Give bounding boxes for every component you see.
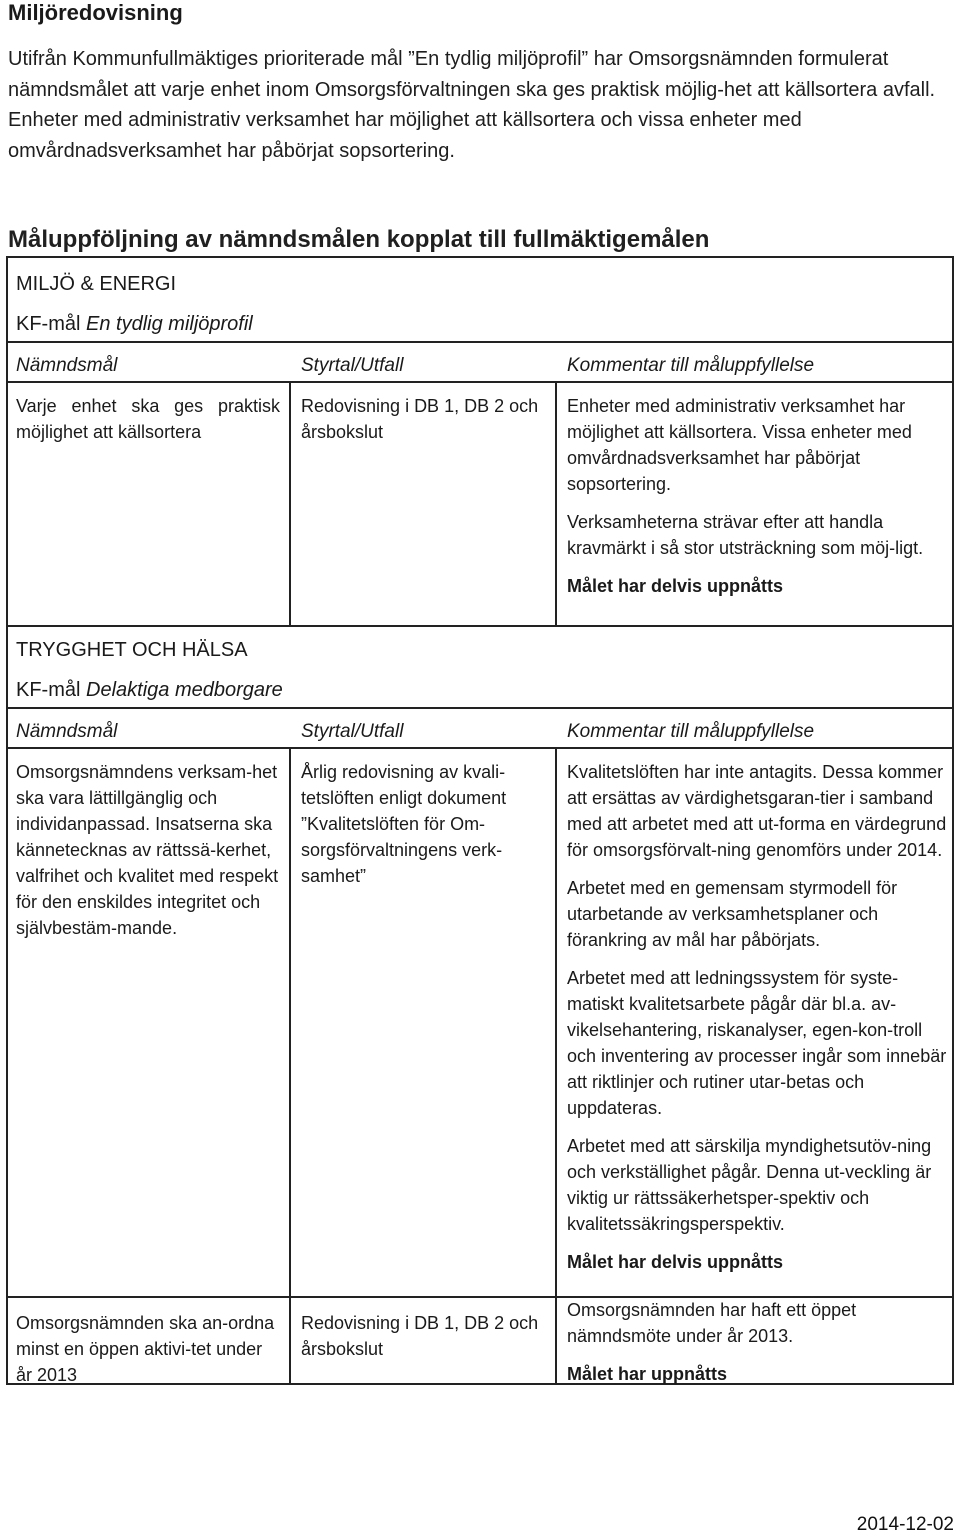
document-date: 2014-12-02 xyxy=(856,1514,954,1535)
column-divider xyxy=(289,747,291,1385)
kf-goal-name: Delaktiga medborgare xyxy=(86,679,283,701)
kf-prefix: KF-mål xyxy=(16,313,81,335)
comment-text: Omsorgsnämnden har haft ett öppet nämndsmöte under år 2013. xyxy=(567,1300,857,1346)
kf-goal-trygghet xyxy=(16,677,283,703)
column-divider xyxy=(289,381,291,627)
divider xyxy=(6,747,954,749)
column-header-goal: Nämndsmål xyxy=(16,355,118,376)
goal-text: Omsorgsnämnden ska an-ordna minst en öppen aktivi-tet under år 2013 xyxy=(16,1313,275,1385)
measure-text: Redovisning i DB 1, DB 2 och årsbokslut xyxy=(301,1313,539,1359)
comment-text: Arbetet med att ledningssystem för syste-matiskt kvalitetsarbete pågår där bl.a. av-vikelsehantering, riskanalyser, egen-kon-troll och inventering av processer ingår som innebär att riktlinjer och rutiner utar-betas och uppdateras. xyxy=(567,968,947,1118)
section-title: Måluppföljning av nämndsmålen kopplat till fullmäktigemålen xyxy=(8,226,710,253)
column-header-measure: Styrtal/Utfall xyxy=(301,355,404,376)
page-title: Miljöredovisning xyxy=(8,0,183,25)
comment-cell xyxy=(567,1297,951,1387)
goal-text: Omsorgsnämndens verksam-het ska vara lättillgänglig och individanpassad. Insatserna ska kännetecknas av rättssä-kerhet, valfrihet och kvalitet med respekt för den enskildes integritet och självbestäm-mande. xyxy=(16,762,279,938)
measure-cell xyxy=(301,1310,549,1362)
measure-text: Årlig redovisning av kvali-tetslöften enligt dokument ”Kvalitetslöften för Om-sorgsförvaltningens verk-samhet” xyxy=(301,762,507,886)
comment-text: Enheter med administrativ verksamhet har möjlighet att källsortera. Vissa enheter med omvårdnadsverksamhet har påbörjat sopsortering. xyxy=(567,396,912,494)
goal-cell xyxy=(16,1310,278,1388)
column-divider xyxy=(555,381,557,627)
measure-cell xyxy=(301,393,549,445)
measure-text: Redovisning i DB 1, DB 2 och årsbokslut xyxy=(301,396,539,442)
comment-text: Arbetet med en gemensam styrmodell för utarbetande av verksamhetsplaner och förankring av mål har påbörjats. xyxy=(567,878,898,950)
comment-text: Arbetet med att särskilja myndighetsutöv-ning och verkställighet pågår. Denna ut-veckling är viktig ur rättssäkerhetsper-spektiv och kvalitetssäkringsperspektiv. xyxy=(567,1136,932,1234)
status-text: Målet har delvis uppnåtts xyxy=(567,576,784,596)
status-text: Målet har delvis uppnåtts xyxy=(567,1252,784,1272)
goal-cell xyxy=(16,759,282,941)
comment-text: Verksamheterna strävar efter att handla kravmärkt i så stor utsträckning som möj-ligt. xyxy=(567,512,924,558)
section-heading-trygghet: TRYGGHET OCH HÄLSA xyxy=(16,639,248,661)
kf-goal-name: En tydlig miljöprofil xyxy=(86,313,253,335)
column-header-goal: Nämndsmål xyxy=(16,721,118,742)
divider xyxy=(6,341,954,343)
measure-cell xyxy=(301,759,549,889)
comment-cell xyxy=(567,393,951,599)
column-divider xyxy=(555,747,557,1385)
kf-prefix: KF-mål xyxy=(16,679,81,701)
comment-text: Kvalitetslöften har inte antagits. Dessa kommer att ersättas av värdighetsgaran-tier i samband med att arbetet med att ut-forma en värdegrund för omsorgsförvalt-ning genomförs under 2014. xyxy=(567,762,947,860)
intro-paragraph: Utifrån Kommunfullmäktiges prioriterade mål ”En tydlig miljöprofil” har Omsorgsnämnden formulerat nämndsmålet att varje enhet inom Omsorgsförvaltningen ska ges praktisk möjlig-het att källsortera avfall. Enheter med administrativ verksamhet har möjlighet att källsortera och vissa enheter med omvårdnadsverksamhet har påbörjat sopsortering. xyxy=(8,48,936,162)
goal-cell xyxy=(16,393,280,445)
divider xyxy=(6,625,954,627)
column-header-comment: Kommentar till måluppfyllelse xyxy=(567,721,815,742)
goal-text: Varje enhet ska ges praktisk möjlighet att källsortera xyxy=(16,396,280,442)
column-header-comment: Kommentar till måluppfyllelse xyxy=(567,355,815,376)
comment-cell xyxy=(567,759,951,1275)
divider xyxy=(6,381,954,383)
divider xyxy=(6,707,954,709)
column-header-measure: Styrtal/Utfall xyxy=(301,721,404,742)
kf-goal-miljo xyxy=(16,311,253,337)
section-heading-miljo: MILJÖ & ENERGI xyxy=(16,273,177,295)
status-text: Målet har uppnåtts xyxy=(567,1364,728,1384)
